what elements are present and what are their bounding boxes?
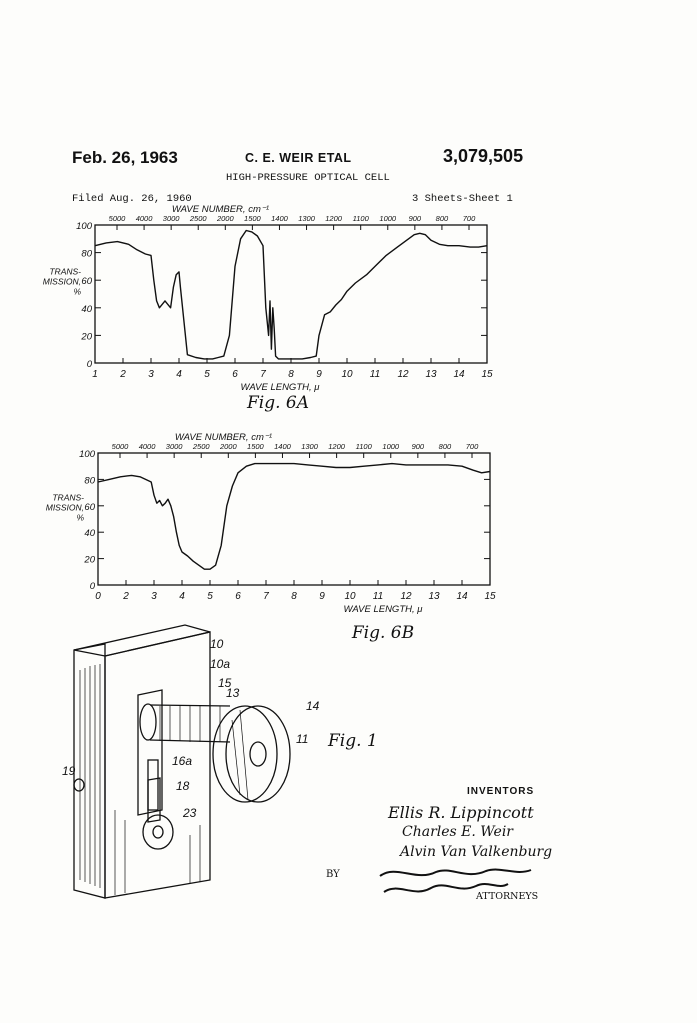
inventors-short: C. E. WEIR ETAL [245,151,352,165]
top-tick-label: 1100 [355,442,372,451]
top-tick-label: 4000 [135,214,153,223]
top-tick-label: 1500 [247,442,264,451]
x-tick-label: 10 [344,591,356,602]
x-tick-label: 7 [263,591,269,602]
y-tick-label: 80 [84,475,95,487]
y-tick-label: 100 [76,221,92,232]
top-tick-label: 900 [411,442,425,451]
top-tick-label: 1300 [301,442,318,451]
y-axis-label: % [73,286,81,297]
x-tick-label: 7 [260,369,266,380]
top-tick-label: 800 [435,214,449,223]
ref-19: 19 [62,764,76,778]
figure-1-drawing [40,610,400,910]
ref-10a: 10a [210,657,231,671]
y-axis-label: MISSION, [42,276,81,287]
y-tick-label: 40 [84,528,95,540]
figure-label: Fig. 6B [351,623,415,643]
x-tick-label: 14 [453,369,465,380]
transmission-curve [98,464,490,570]
x-tick-label: 1 [92,369,98,380]
inventor-name-2: Charles E. Weir [402,824,513,840]
top-tick-label: 3000 [162,214,180,223]
figure-label: Fig. 6A [246,393,310,413]
y-tick-label: 20 [84,554,95,566]
x-tick-label: 4 [176,369,182,380]
x-axis-label: WAVE LENGTH, μ [343,604,423,615]
top-tick-label: 1400 [271,214,288,223]
top-tick-label: 1500 [244,214,261,223]
top-tick-label: 1000 [382,442,400,451]
top-axis-label: WAVE NUMBER, cm⁻¹ [171,204,270,215]
y-tick-label: 0 [89,581,95,592]
patent-date: Feb. 26, 1963 [72,148,178,167]
x-tick-label: 9 [319,591,325,602]
plot-frame [95,225,487,363]
y-axis-label: TRANS- [49,266,81,277]
y-tick-label: 0 [86,359,92,370]
y-tick-label: 20 [81,331,92,343]
top-tick-label: 1400 [274,442,291,451]
top-tick-label: 1100 [352,214,369,223]
x-tick-label: 13 [425,369,437,380]
x-tick-label: 14 [456,591,468,602]
x-tick-label: 3 [151,591,157,602]
ref-15: 15 [218,676,232,690]
x-tick-label: 6 [232,369,238,380]
top-tick-label: 1000 [379,214,397,223]
x-tick-label: 11 [369,369,381,380]
x-tick-label: 13 [428,591,440,602]
x-tick-label: 15 [481,369,493,380]
x-axis-label: WAVE LENGTH, μ [240,382,320,393]
top-tick-label: 700 [462,214,476,223]
x-tick-label: 2 [123,591,129,602]
bore-11 [250,742,266,766]
top-tick-label: 2000 [216,214,234,223]
x-tick-label: 5 [204,369,210,380]
x-tick-label: 8 [288,369,294,380]
y-axis-label: TRANS- [52,492,84,503]
x-tick-label: 8 [291,591,297,602]
top-tick-label: 4000 [138,442,156,451]
top-tick-label: 2500 [192,442,210,451]
cell-block-top [74,625,210,656]
y-tick-label: 60 [81,276,92,288]
x-tick-label: 2 [120,369,126,380]
y-axis-label: MISSION, [45,502,84,513]
top-tick-label: 5000 [111,442,129,451]
top-tick-label: 2500 [189,214,207,223]
y-tick-label: 80 [81,248,92,260]
ref-14: 14 [306,699,320,713]
y-tick-label: 100 [79,449,95,460]
y-tick-label: 40 [81,303,92,315]
knob-14 [213,706,277,802]
x-tick-label: 9 [316,369,322,380]
x-tick-label: 4 [179,591,185,602]
ref-18: 18 [176,779,190,793]
x-tick-label: 3 [148,369,154,380]
filed-date: Filed Aug. 26, 1960 [72,193,192,205]
ref-13: 13 [226,686,240,700]
x-tick-label: 15 [484,591,496,602]
top-tick-label: 1200 [328,442,345,451]
top-tick-label: 800 [438,442,452,451]
x-tick-label: 12 [400,591,412,602]
x-tick-label: 10 [341,369,353,380]
top-tick-label: 700 [465,442,479,451]
patent-title: HIGH-PRESSURE OPTICAL CELL [226,172,390,184]
transmission-curve [95,231,487,359]
top-tick-label: 3000 [165,442,183,451]
x-tick-label: 11 [372,591,384,602]
x-tick-label: 12 [397,369,409,380]
x-tick-label: 6 [235,591,241,602]
inventor-name-3: Alvin Van Valkenburg [400,844,553,860]
plot-frame [98,453,490,585]
x-tick-label: 0 [95,591,101,602]
y-tick-label: 60 [84,501,95,513]
slot-16a [148,760,158,810]
inventors-heading: INVENTORS [467,786,535,797]
attorneys-label: ATTORNEYS [476,891,539,902]
top-tick-label: 2000 [219,442,237,451]
top-tick-label: 1300 [298,214,315,223]
ref-10: 10 [210,637,224,651]
y-axis-label: % [76,512,84,523]
top-tick-label: 5000 [108,214,126,223]
patent-number: 3,079,505 [443,146,524,166]
top-tick-label: 1200 [325,214,342,223]
ref-23: 23 [183,806,197,820]
figure-1-label: Fig. 1 [328,731,378,751]
by-label: BY [326,869,340,880]
top-axis-label: WAVE NUMBER, cm⁻¹ [174,432,273,443]
spectrum-chart-6a [0,200,697,420]
inventor-name-1: Ellis R. Lippincott [388,803,534,822]
x-tick-label: 5 [207,591,213,602]
ref-11: 11 [296,732,309,746]
ref-16a: 16a [172,754,193,768]
top-tick-label: 900 [408,214,422,223]
pin-19 [74,779,84,791]
sheet-count: 3 Sheets-Sheet 1 [412,193,513,205]
